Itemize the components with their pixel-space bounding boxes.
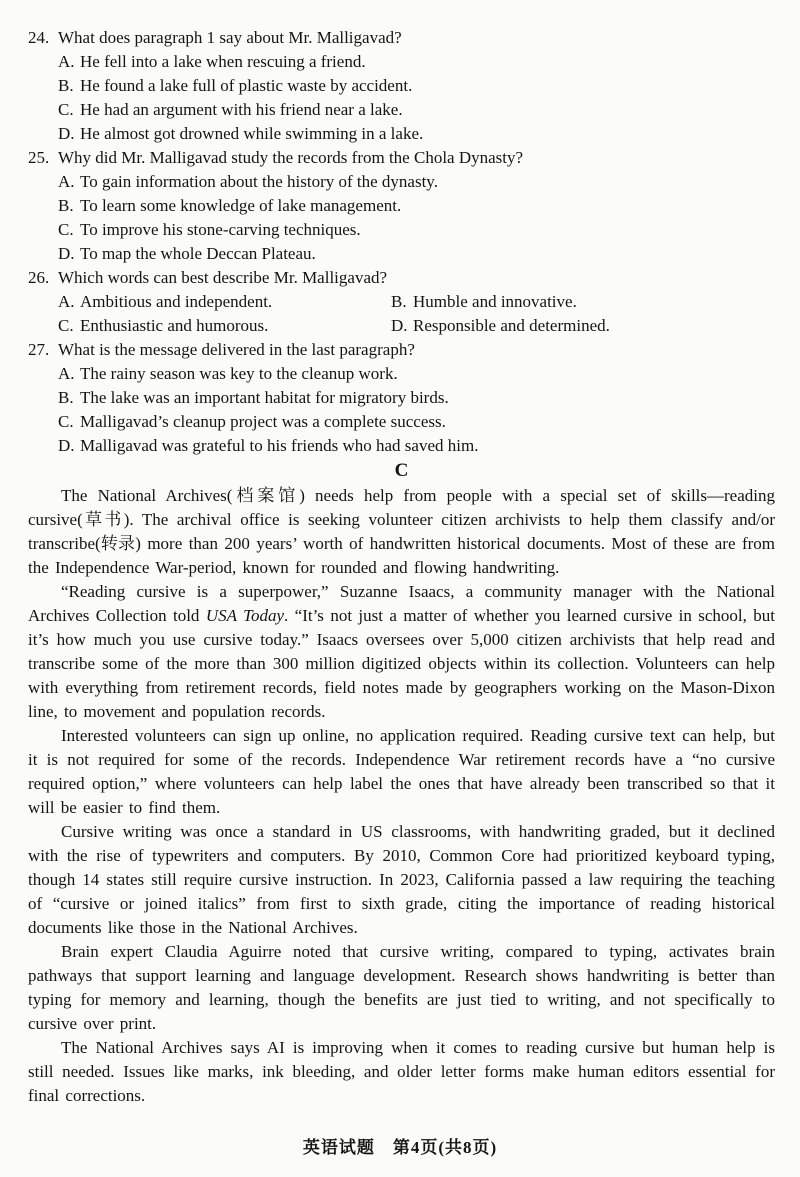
- option-label: C.: [58, 220, 74, 239]
- question-options: [28, 290, 775, 338]
- question-options: [28, 362, 775, 458]
- option-row: [28, 170, 775, 194]
- question-text: What is the message delivered in the last paragraph?: [58, 340, 415, 359]
- option-label: D.: [391, 316, 408, 335]
- option-label: A.: [58, 52, 75, 71]
- question-26: [28, 266, 775, 338]
- option-text: Enthusiastic and humorous.: [80, 316, 269, 335]
- reading-passage-c: [28, 458, 775, 1108]
- question-27: [28, 338, 775, 458]
- option-row: [28, 50, 775, 74]
- option-text: Responsible and determined.: [413, 316, 610, 335]
- passage-paragraph-1: The National Archives(档案馆) needs help from people with a special set of skills—reading cursive(草书). The archival office is seeking volunteer citizen archivists to help them classify and/or transcribe(转录) more than 200 years’ worth of handwritten historical documents. Most of these are from the Independence War-period, known for rounded and flowing handwriting.: [28, 486, 775, 577]
- option-label: A.: [58, 292, 75, 311]
- option-label: A.: [58, 364, 75, 383]
- footer-page-number: 第4页(共8页): [392, 1138, 498, 1157]
- option-text: To gain information about the history of the dynasty.: [80, 172, 438, 191]
- paragraph-2-post: . “It’s not just a matter of whether you learned cursive in school, but it’s how much you use cursive today.” Isaacs oversees over 5,000 citizen archivists that help read and transcribe some of the more than 300 million digitized objects within its collection. Volunteers can help with everything from retirement records, field notes made by geographers working on the Mason-Dixon line, to movement and population records.: [28, 606, 775, 721]
- option-text: Humble and innovative.: [413, 292, 577, 311]
- option-row: [28, 410, 775, 434]
- option-row: [28, 434, 775, 458]
- option-row: [28, 74, 775, 98]
- question-text: Which words can best describe Mr. Malligavad?: [58, 268, 388, 287]
- page-footer: [0, 1136, 800, 1160]
- option-label: C.: [58, 412, 74, 431]
- passage-paragraph-5: Brain expert Claudia Aguirre noted that cursive writing, compared to typing, activates brain pathways that support learning and language development. Research shows handwriting is better than typing for memory and learning, though the benefits are just tied to writing, and not specifically to cursive over print.: [28, 942, 775, 1033]
- option-text: To learn some knowledge of lake management.: [80, 196, 402, 215]
- option-text: Malligavad’s cleanup project was a complete success.: [80, 412, 446, 431]
- option-row: [28, 218, 775, 242]
- option-text: Ambitious and independent.: [80, 292, 273, 311]
- option-text: To map the whole Deccan Plateau.: [80, 244, 316, 263]
- question-24: [28, 26, 775, 146]
- question-number: 26.: [28, 268, 50, 287]
- question-options: [28, 50, 775, 146]
- question-number: 25.: [28, 148, 50, 167]
- option-label: B.: [391, 292, 407, 311]
- question-options: [28, 170, 775, 266]
- footer-exam-title: 英语试题: [302, 1138, 375, 1157]
- passage-section-label: C: [394, 460, 409, 481]
- option-text: He found a lake full of plastic waste by accident.: [80, 76, 413, 95]
- question-number: 27.: [28, 340, 50, 359]
- question-25: [28, 146, 775, 266]
- option-text: Malligavad was grateful to his friends who had saved him.: [80, 436, 479, 455]
- option-text: The rainy season was key to the cleanup work.: [80, 364, 398, 383]
- option-row: [58, 290, 391, 314]
- option-row: [28, 386, 775, 410]
- option-label: B.: [58, 388, 74, 407]
- option-label: D.: [58, 124, 75, 143]
- question-text: What does paragraph 1 say about Mr. Malligavad?: [58, 28, 402, 47]
- question-stem: [28, 266, 775, 290]
- option-text: The lake was an important habitat for migratory birds.: [80, 388, 449, 407]
- option-text: To improve his stone-carving techniques.: [80, 220, 361, 239]
- option-text: He had an argument with his friend near a lake.: [80, 100, 403, 119]
- option-label: B.: [58, 196, 74, 215]
- passage-paragraph-2: [28, 580, 775, 724]
- option-label: D.: [58, 436, 75, 455]
- option-text: He almost got drowned while swimming in a lake.: [80, 124, 424, 143]
- option-label: C.: [58, 100, 74, 119]
- option-label: D.: [58, 244, 75, 263]
- passage-paragraph-6: The National Archives says AI is improving when it comes to reading cursive but human help is still needed. Issues like marks, ink bleeding, and older letter forms make human editors essential for final corrections.: [28, 1038, 775, 1105]
- option-row: [391, 314, 775, 338]
- option-label: A.: [58, 172, 75, 191]
- question-number: 24.: [28, 28, 50, 47]
- option-label: B.: [58, 76, 74, 95]
- question-stem: [28, 338, 775, 362]
- question-stem: [28, 146, 775, 170]
- option-label: C.: [58, 316, 74, 335]
- newspaper-title: USA Today: [205, 606, 285, 625]
- option-row: [28, 362, 775, 386]
- option-row: [391, 290, 775, 314]
- option-row: [28, 242, 775, 266]
- option-row: [28, 194, 775, 218]
- question-text: Why did Mr. Malligavad study the records from the Chola Dynasty?: [58, 148, 524, 167]
- option-row: [28, 98, 775, 122]
- passage-paragraph-3: Interested volunteers can sign up online, no application required. Reading cursive text can help, but it is not required for some of the records. Independence War retirement records have a “no cursive required option,” where volunteers can help label the ones that have already been transcribed so that it will be easier to find them.: [28, 726, 775, 817]
- option-text: He fell into a lake when rescuing a friend.: [80, 52, 366, 71]
- passage-paragraph-4: Cursive writing was once a standard in US classrooms, with handwriting graded, but it declined with the rise of typewriters and computers. By 2010, Common Core had prioritized keyboard typing, though 14 states still require cursive instruction. In 2023, California passed a law requiring the teaching of “cursive or joined italics” from first to sixth grade, citing the importance of reading historical documents like those in the National Archives.: [28, 822, 775, 937]
- question-stem: [28, 26, 775, 50]
- paragraph-2-pre: “Reading cursive is a superpower,” Suzanne Isaacs, a community manager with the National Archives Collection told: [28, 582, 775, 625]
- option-row: [28, 122, 775, 146]
- option-row: [58, 314, 391, 338]
